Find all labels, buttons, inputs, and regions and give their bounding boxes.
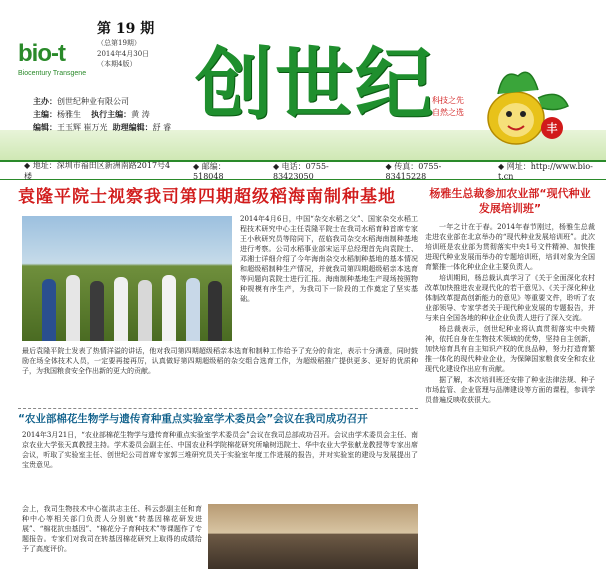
photo-person: [66, 275, 80, 341]
right-column: [425, 186, 595, 569]
article2-headline: “农业部棉花生物学与遗传育种重点实验室学术委员会”会议在我司成功召开: [18, 413, 368, 425]
contact-tel: ◆ 电话：0755-83423050: [272, 161, 329, 181]
photo-person: [42, 279, 56, 341]
article3-headline: 杨雅生总裁参加农业部“现代种业发展培训班”: [429, 187, 591, 215]
article-divider: [18, 408, 418, 409]
photo-person: [90, 281, 104, 341]
contact-bar: [0, 160, 606, 180]
slogan: 科技之先 自然之选: [432, 96, 464, 117]
contact-web[interactable]: ◆ 网址：http://www.bio-t.cn: [498, 161, 593, 181]
masthead: [0, 0, 606, 160]
company-logo: [18, 40, 88, 100]
issue-total: （总第19期）: [97, 39, 141, 47]
article1-body-right: 2014年4月6日，中国“杂交水稻之父”、国家杂交水稻工程技术研究中心主任袁隆平院士在我司水稻育种首席专家王小秋研究员等陪同下，莅临我司杂交水稻海南制种基地进行考察。公司水稻事业部宋运平总经理首先向袁院士、邓湘士详细介绍了今年海南杂交水稻制种基地的基本情况和超级稻制种生产情况，并就我司第四期超级稻亲本选育等问题向袁院士进行汇报。海南制种基地生产现场按照物种规模有序生产，为我司下一阶段的工作奠定了坚实基础。: [240, 215, 418, 303]
issue-date: 2014年4月30日: [97, 50, 150, 58]
article1-photo: [22, 216, 232, 341]
article1-headline: 袁隆平院士视察我司第四期超级稻海南制种基地: [18, 187, 396, 207]
article1-body-under: 最后袁隆平院士发表了热情洋溢的讲话，他对我司第四期超级稻亲本选育和制种工作给予了充分的肯定，表示十分满意，同时鼓励在场全体技术人员，一定要再接再厉，认真做好第四期超级稻的杂交组合选育工作，为超级稻推广提供更多、更好的优质种子，为我国粮食安全作出新的更大的贡献。: [22, 347, 418, 375]
logo-text: bio-t: [18, 40, 65, 67]
photo-person: [138, 280, 152, 341]
article2-body: 2014年3月21日，“农业部棉花生物学与遗传育种重点实验室学术委员会”会议在我司总部成功召开。会议由学术委员会主任、南京农业大学张天真教授主持。学术委员会副主任、中国农业科学院棉花研究所喻树迅院士、华中农业大学张献龙教授等专家出席会议，听取了实验室主任、创世纪公司首席专家郭三堆研究员关于实验室年度工作进展的报告，并对实验室的建设与发展提出了宝贵意见。: [22, 431, 418, 469]
issue-number: 第 19 期: [97, 21, 155, 37]
left-column: [18, 186, 418, 569]
staff-host: 主办：创世纪种业有限公司: [33, 96, 129, 106]
article3-body: [425, 222, 595, 405]
contact-fax: ◆ 传真：0755-83415228: [385, 161, 442, 181]
article3-para: 培训期间，杨总裁认真学习了《关于全面深化农村改革加快推进农业现代化的若干意见》、《关于深化种业体制改革提高创新能力的意见》等重要文件，聆听了农业部领导、专家学者关于现代种业发展的专题报告，并与来自全国各地的种业企业负责人进行了深入交流。: [425, 274, 595, 322]
issue-info: [97, 18, 177, 69]
newspaper-title: 创世纪: [195, 40, 436, 130]
svg-text:丰: 丰: [546, 122, 558, 135]
photo-person: [186, 278, 200, 341]
article2-photo: [208, 504, 418, 569]
contact-address: ◆ 地址：深圳市福田区新洲南路2017号4楼: [24, 160, 171, 181]
article2-body-2: 会上，我司生物技术中心崔洪志主任、科云彭副主任和育种中心等相关部门负责人分别就“转基因棉花研发进展”、“棉花抗虫基因”、“棉花分子育种技术”等课题作了专题报告。专家们对我司在转基因棉花研究上取得的成绩给予了高度评价。: [22, 505, 202, 553]
photo-person: [208, 281, 222, 341]
photo-person: [114, 277, 128, 341]
staff-editor: 主编：杨雅生 执行主编：黄 涛: [33, 109, 150, 119]
issue-pages: （本期4版）: [97, 60, 137, 68]
logo-subtitle: Biocentury Transgene: [18, 70, 87, 77]
staff-list: [33, 95, 203, 134]
article3-para: 据了解，本次培训班还安排了种业法律法规、种子市场监管、企业管理与品牌建设等方面的课程，参训学员普遍反映收获很大。: [425, 376, 595, 404]
photo-person: [162, 275, 176, 341]
mascot-icon: [468, 58, 578, 153]
article3-para: 一年之计在于春。2014年春节刚过，杨雅生总裁走进农业部在北京举办的“现代种业发展培训班”。此次培训班是农业部为贯彻落实中央1号文件精神、加快推进现代种业发展而举办的专题培训班，培训对象为全国育繁推一体化种业企业主要负责人。: [425, 223, 595, 271]
contact-postcode: ◆ 邮编：518048: [193, 161, 226, 181]
article3-para: 杨总裁表示，创世纪种业将认真贯彻落实中央精神，依托自身在生物技术领域的优势，坚持自主创新，加快培育具有自主知识产权的优良品种，努力打造育繁推一体化的现代种业企业，为保障国家粮食安全和农业现代化建设作出应有贡献。: [425, 325, 595, 373]
staff-editors: 编辑：王玉辉 崔万光 助理编辑：舒 睿: [33, 122, 172, 132]
